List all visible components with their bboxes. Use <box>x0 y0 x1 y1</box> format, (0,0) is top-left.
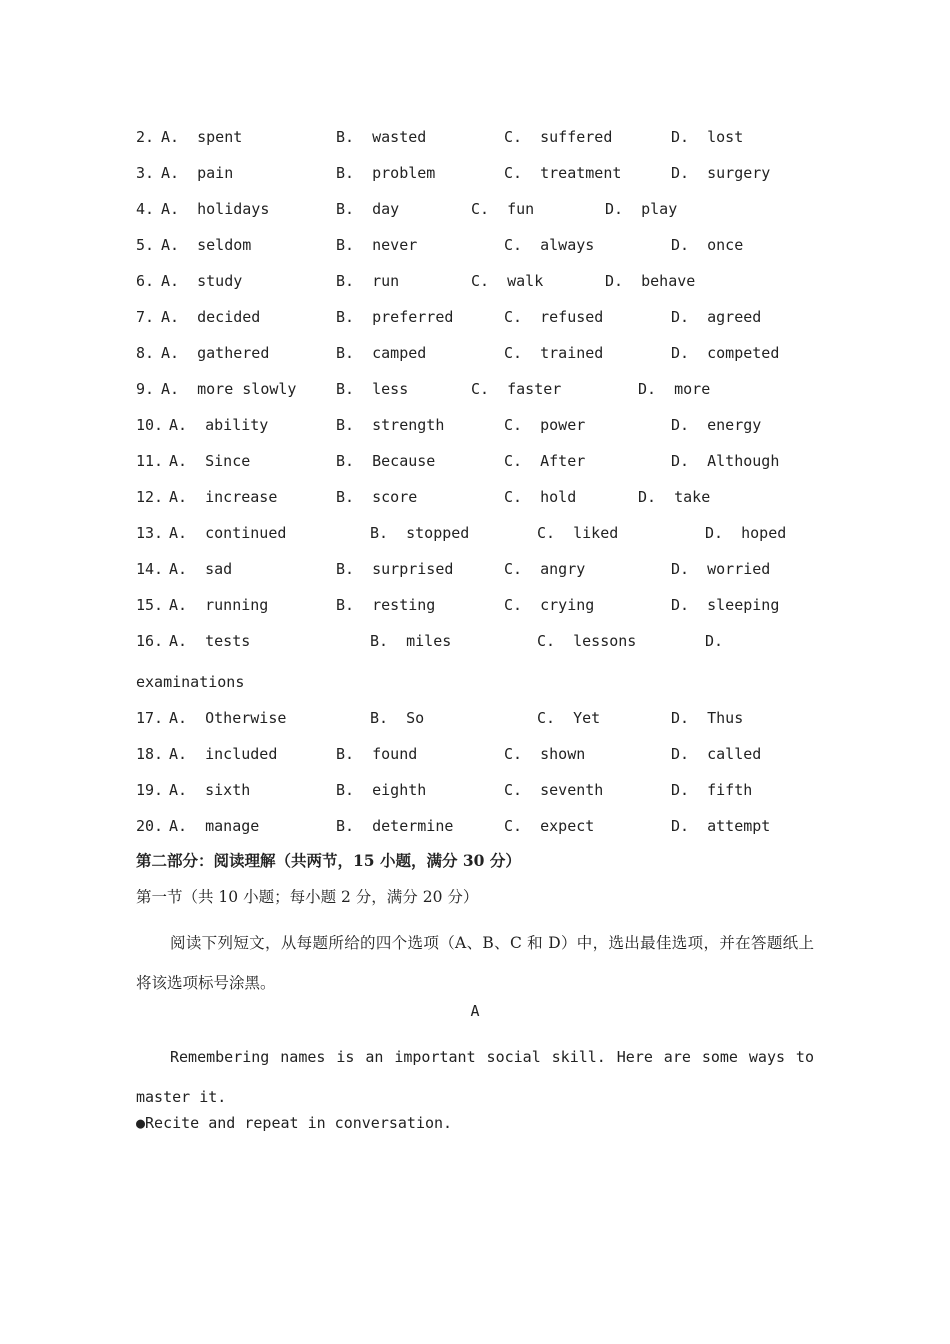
question-number: 15. <box>136 596 164 614</box>
option-a: A. sad <box>169 560 233 578</box>
reading-instruction: 阅读下列短文，从每题所给的四个选项（A、B、C 和 D）中，选出最佳选项，并在答题纸上将该选项标号涂黑。 <box>136 934 814 992</box>
option-b: B. wasted <box>336 128 427 146</box>
question-number: 11. <box>136 452 164 470</box>
option-a: A. included <box>169 745 278 763</box>
option-c: C. liked <box>537 524 619 542</box>
option-c: C. hold <box>504 488 577 506</box>
option-d: D. worried <box>671 560 771 578</box>
option-b: B. never <box>336 236 418 254</box>
option-a: A. sixth <box>169 781 251 799</box>
option-b: B. So <box>370 709 425 727</box>
part2-heading: 第二部分：阅读理解（共两节，15 小题，满分 30 分） <box>136 851 521 870</box>
option-b: B. stopped <box>370 524 470 542</box>
option-a: A. holidays <box>161 200 270 218</box>
question-number: 6. <box>136 272 155 290</box>
option-b: B. miles <box>370 632 452 650</box>
option-a: A. pain <box>161 164 234 182</box>
option-a: A. gathered <box>161 344 270 362</box>
question-number: 16. <box>136 632 164 650</box>
option-d: D. once <box>671 236 744 254</box>
option-b: B. less <box>336 380 409 398</box>
question-number: 7. <box>136 308 155 326</box>
option-b: B. surprised <box>336 560 454 578</box>
option-c: C. Yet <box>537 709 601 727</box>
option-c: C. crying <box>504 596 595 614</box>
option-d: D. play <box>605 200 678 218</box>
option-d: D. surgery <box>671 164 771 182</box>
option-c: C. fun <box>471 200 535 218</box>
bullet-point-1: ●Recite and repeat in conversation. <box>136 1114 453 1132</box>
option-d: D. energy <box>671 416 762 434</box>
option-c: C. walk <box>471 272 544 290</box>
option-d: D. sleeping <box>671 596 780 614</box>
passage-intro: Remembering names is an important social skill. Here are some ways to master it. <box>136 1048 814 1106</box>
option-a: A. more slowly <box>161 380 297 398</box>
option-b: B. score <box>336 488 418 506</box>
section1-heading: 第一节（共 10 小题；每小题 2 分，满分 20 分） <box>136 888 479 906</box>
question-16-wrap: examinations <box>136 673 245 691</box>
option-d: D. take <box>638 488 711 506</box>
option-d: D. more <box>638 380 711 398</box>
question-number: 8. <box>136 344 155 362</box>
option-c: C. refused <box>504 308 604 326</box>
option-c: C. trained <box>504 344 604 362</box>
option-b: B. preferred <box>336 308 454 326</box>
question-number: 9. <box>136 380 155 398</box>
option-d: D. hoped <box>705 524 787 542</box>
option-a: A. ability <box>169 416 269 434</box>
option-d: D. lost <box>671 128 744 146</box>
option-a: A. Since <box>169 452 251 470</box>
option-a: A. Otherwise <box>169 709 287 727</box>
option-a: A. tests <box>169 632 251 650</box>
option-d: D. attempt <box>671 817 771 835</box>
option-d: D. Thus <box>671 709 744 727</box>
option-d: D. fifth <box>671 781 753 799</box>
question-number: 10. <box>136 416 164 434</box>
option-c: C. seventh <box>504 781 604 799</box>
option-b: B. eighth <box>336 781 427 799</box>
question-number: 3. <box>136 164 155 182</box>
option-b: B. day <box>336 200 400 218</box>
option-b: B. camped <box>336 344 427 362</box>
question-number: 14. <box>136 560 164 578</box>
option-c: C. faster <box>471 380 562 398</box>
question-number: 18. <box>136 745 164 763</box>
option-a: A. study <box>161 272 243 290</box>
option-d: D. <box>705 632 724 650</box>
question-number: 13. <box>136 524 164 542</box>
question-number: 5. <box>136 236 155 254</box>
option-a: A. decided <box>161 308 261 326</box>
option-b: B. resting <box>336 596 436 614</box>
option-d: D. agreed <box>671 308 762 326</box>
option-c: C. angry <box>504 560 586 578</box>
question-number: 12. <box>136 488 164 506</box>
question-number: 2. <box>136 128 155 146</box>
option-a: A. increase <box>169 488 278 506</box>
option-d: D. competed <box>671 344 780 362</box>
option-b: B. found <box>336 745 418 763</box>
option-c: C. lessons <box>537 632 637 650</box>
option-b: B. determine <box>336 817 454 835</box>
option-c: C. power <box>504 416 586 434</box>
option-c: C. always <box>504 236 595 254</box>
option-c: C. treatment <box>504 164 622 182</box>
option-a: A. spent <box>161 128 243 146</box>
passage-label: A <box>470 1002 480 1020</box>
question-number: 20. <box>136 817 164 835</box>
option-c: C. expect <box>504 817 595 835</box>
option-a: A. running <box>169 596 269 614</box>
option-b: B. problem <box>336 164 436 182</box>
option-b: B. run <box>336 272 400 290</box>
question-number: 4. <box>136 200 155 218</box>
option-d: D. called <box>671 745 762 763</box>
option-d: D. behave <box>605 272 696 290</box>
option-a: A. continued <box>169 524 287 542</box>
option-d: D. Although <box>671 452 780 470</box>
option-a: A. seldom <box>161 236 252 254</box>
option-c: C. shown <box>504 745 586 763</box>
option-c: C. suffered <box>504 128 613 146</box>
question-number: 19. <box>136 781 164 799</box>
option-a: A. manage <box>169 817 260 835</box>
option-b: B. strength <box>336 416 445 434</box>
option-c: C. After <box>504 452 586 470</box>
option-b: B. Because <box>336 452 436 470</box>
question-number: 17. <box>136 709 164 727</box>
